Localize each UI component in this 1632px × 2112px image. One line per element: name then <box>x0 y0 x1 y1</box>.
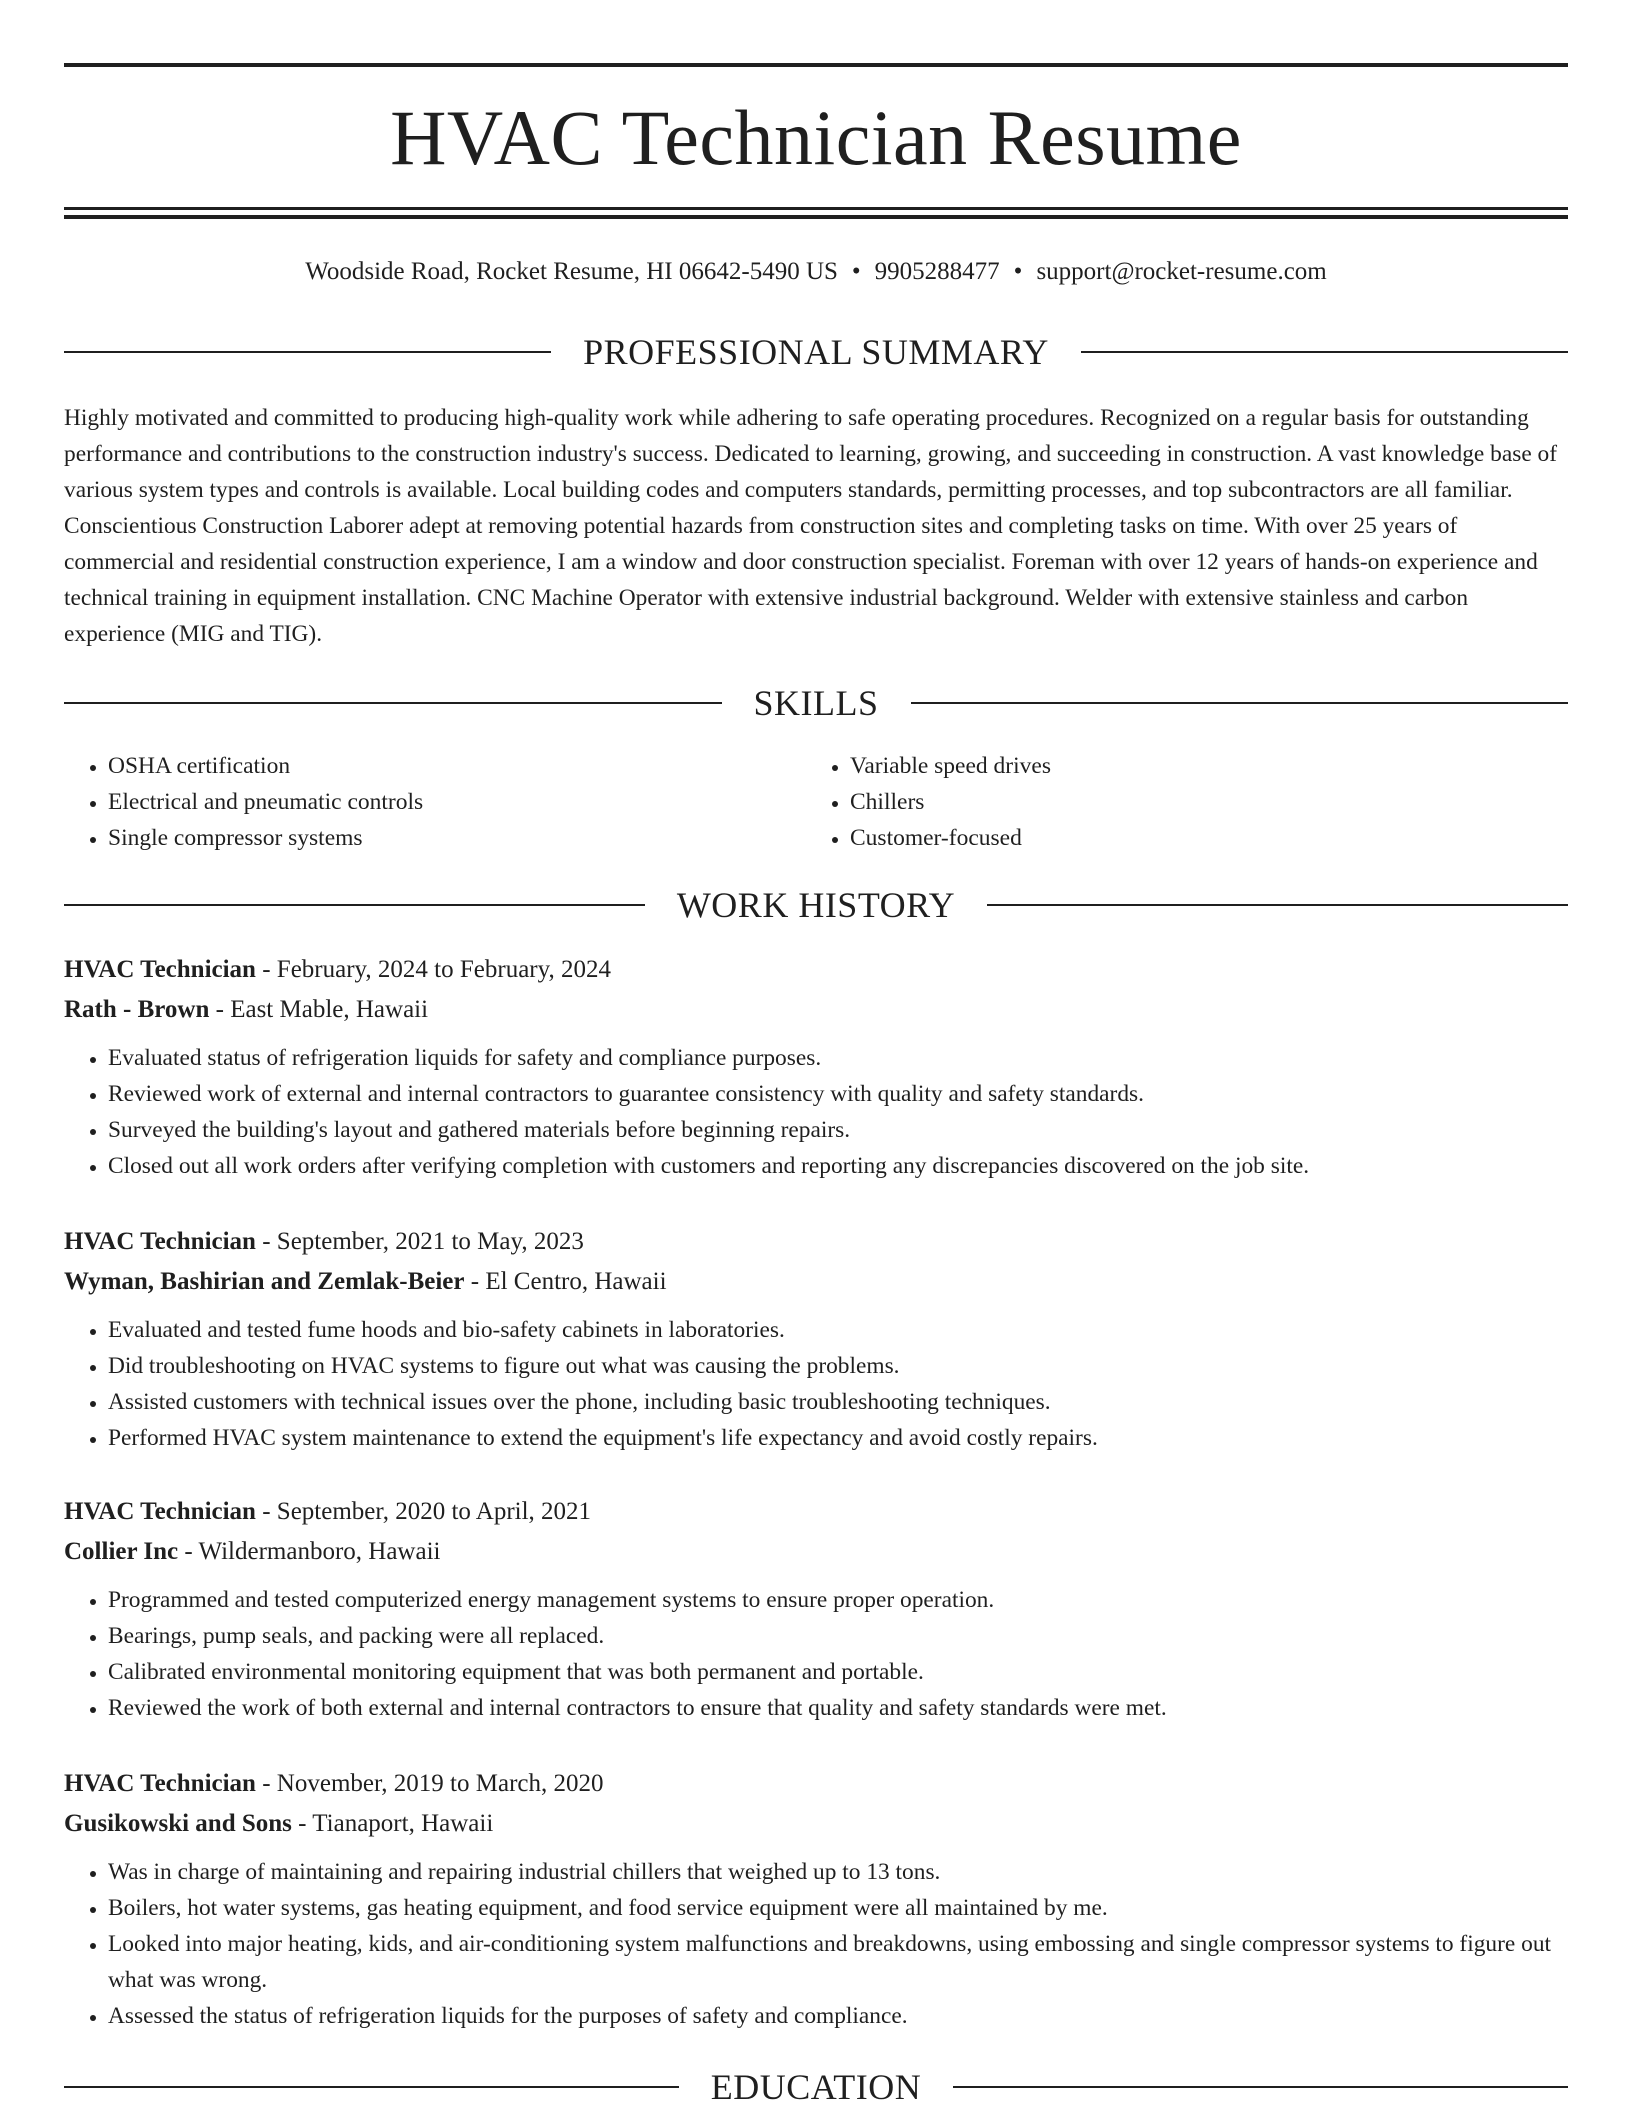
job-bullet: • Surveyed the building's layout and gathered materials before beginning repairs. <box>108 1112 1568 1148</box>
job-location: - Tianaport, Hawaii <box>291 1810 494 1837</box>
section-title: PROFESSIONAL SUMMARY <box>583 332 1049 372</box>
job-entry <box>64 1222 1568 1456</box>
job-bullet: • Closed out all work orders after verifying completion with customers and reporting any discrepancies discovered on the job site. <box>108 1148 1568 1184</box>
job-title-line <box>64 950 1568 990</box>
section-heading-summary <box>64 330 1568 374</box>
job-title-line <box>64 1222 1568 1262</box>
job-bullet: • Calibrated environmental monitoring equipment that was both permanent and portable. <box>108 1654 1568 1690</box>
top-rule <box>64 63 1568 67</box>
job-title-line <box>64 1764 1568 1804</box>
job-bullet: • Evaluated and tested fume hoods and bio-safety cabinets in laboratories. <box>108 1312 1568 1348</box>
job-bullet: • Programmed and tested computerized energy management systems to ensure proper operation. <box>108 1582 1568 1618</box>
heading-rule-right <box>987 904 1568 906</box>
skill-item: • Variable speed drives <box>850 748 1548 784</box>
section-title: WORK HISTORY <box>676 885 956 925</box>
job-bullet: • Reviewed the work of both external and internal contractors to ensure that quality and safety standards were met. <box>108 1690 1568 1726</box>
job-bullet: • Assisted customers with technical issues over the phone, including basic troubleshooting techniques. <box>108 1384 1568 1420</box>
skills-list <box>64 748 1568 856</box>
job-dates: - February, 2024 to February, 2024 <box>255 956 611 983</box>
job-company-line <box>64 990 1568 1030</box>
section-title: EDUCATION <box>710 2067 922 2107</box>
skill-item: • Chillers <box>850 784 1548 820</box>
page-title: HVAC Technician Resume <box>390 94 1242 181</box>
skill-item: • OSHA certification <box>108 748 806 784</box>
job-bullets <box>64 1854 1568 2034</box>
job-entry <box>64 950 1568 1184</box>
job-bullets <box>64 1312 1568 1456</box>
skill-item: • Electrical and pneumatic controls <box>108 784 806 820</box>
job-company: Wyman, Bashirian and Zemlak-Beier <box>64 1268 465 1295</box>
job-company: Gusikowski and Sons <box>64 1810 292 1837</box>
job-bullets <box>64 1582 1568 1726</box>
heading-rule-right <box>911 702 1569 704</box>
job-bullets <box>64 1040 1568 1184</box>
title-rule-upper <box>64 207 1568 210</box>
heading-rule-left <box>64 351 551 353</box>
contact-email: support@rocket-resume.com <box>1036 258 1327 285</box>
job-entry <box>64 1764 1568 2034</box>
heading-rule-right <box>953 2086 1568 2088</box>
section-title: SKILLS <box>753 683 879 723</box>
job-bullet: • Performed HVAC system maintenance to extend the equipment's life expectancy and avoid costly repairs. <box>108 1420 1568 1456</box>
job-company-line <box>64 1262 1568 1302</box>
contact-address: Woodside Road, Rocket Resume, HI 06642-5490 US <box>305 258 838 285</box>
job-company-line <box>64 1804 1568 1844</box>
contact-separator: • <box>1013 258 1023 285</box>
job-entry <box>64 1492 1568 1726</box>
job-bullet: • Did troubleshooting on HVAC systems to figure out what was causing the problems. <box>108 1348 1568 1384</box>
job-location: - Wildermanboro, Hawaii <box>178 1538 441 1565</box>
job-location: - East Mable, Hawaii <box>209 996 429 1023</box>
contact-separator: • <box>851 258 861 285</box>
heading-rule-left <box>64 2086 679 2088</box>
heading-rule-left <box>64 904 645 906</box>
job-bullet: • Evaluated status of refrigeration liquids for safety and compliance purposes. <box>108 1040 1568 1076</box>
job-company-line <box>64 1532 1568 1572</box>
heading-rule-left <box>64 702 722 704</box>
section-heading-education <box>64 2065 1568 2109</box>
contact-phone: 9905288477 <box>874 258 1000 285</box>
title-rule-lower <box>64 215 1568 219</box>
job-location: - El Centro, Hawaii <box>464 1268 667 1295</box>
job-title: HVAC Technician <box>64 956 256 983</box>
job-company: Rath - Brown <box>64 996 210 1023</box>
skills-column-right <box>806 748 1548 856</box>
contact-line <box>64 254 1568 290</box>
job-bullet: • Reviewed work of external and internal contractors to guarantee consistency with quality and safety standards. <box>108 1076 1568 1112</box>
skill-item: • Single compressor systems <box>108 820 806 856</box>
job-bullet: • Bearings, pump seals, and packing were all replaced. <box>108 1618 1568 1654</box>
job-title: HVAC Technician <box>64 1770 256 1797</box>
job-bullet: • Boilers, hot water systems, gas heating equipment, and food service equipment were all maintained by me. <box>108 1890 1568 1926</box>
job-title: HVAC Technician <box>64 1228 256 1255</box>
job-bullet: • Looked into major heating, kids, and air-conditioning system malfunctions and breakdowns, using embossing and single compressor systems to figure out what was wrong. <box>108 1926 1568 1998</box>
job-dates: - September, 2021 to May, 2023 <box>255 1228 584 1255</box>
job-dates: - November, 2019 to March, 2020 <box>255 1770 604 1797</box>
skill-item: • Customer-focused <box>850 820 1548 856</box>
section-heading-work-history <box>64 883 1568 927</box>
skills-column-left <box>64 748 806 856</box>
summary-text: Highly motivated and committed to producing high-quality work while adhering to safe operating procedures. Recognized on a regular basis for outstanding performance and contributions to the construction industry's success. Dedicated to learning, growing, and succeeding in construction. A vast knowledge base of various system types and controls is available. Local building codes and computers standards, permitting processes, and top subcontractors are all familiar. Conscientious Construction Laborer adept at removing potential hazards from construction sites and completing tasks on time. With over 25 years of commercial and residential construction experience, I am a window and door construction specialist. Foreman with over 12 years of hands-on experience and technical training in equipment installation. CNC Machine Operator with extensive industrial background. Welder with extensive stainless and carbon experience (MIG and TIG). <box>64 405 1558 647</box>
job-dates: - September, 2020 to April, 2021 <box>255 1498 592 1525</box>
job-company: Collier Inc <box>64 1538 179 1565</box>
job-title: HVAC Technician <box>64 1498 256 1525</box>
job-bullet: • Was in charge of maintaining and repairing industrial chillers that weighed up to 13 tons. <box>108 1854 1568 1890</box>
job-title-line <box>64 1492 1568 1532</box>
section-heading-skills <box>64 681 1568 725</box>
job-bullet: • Assessed the status of refrigeration liquids for the purposes of safety and compliance. <box>108 1998 1568 2034</box>
heading-rule-right <box>1081 351 1568 353</box>
